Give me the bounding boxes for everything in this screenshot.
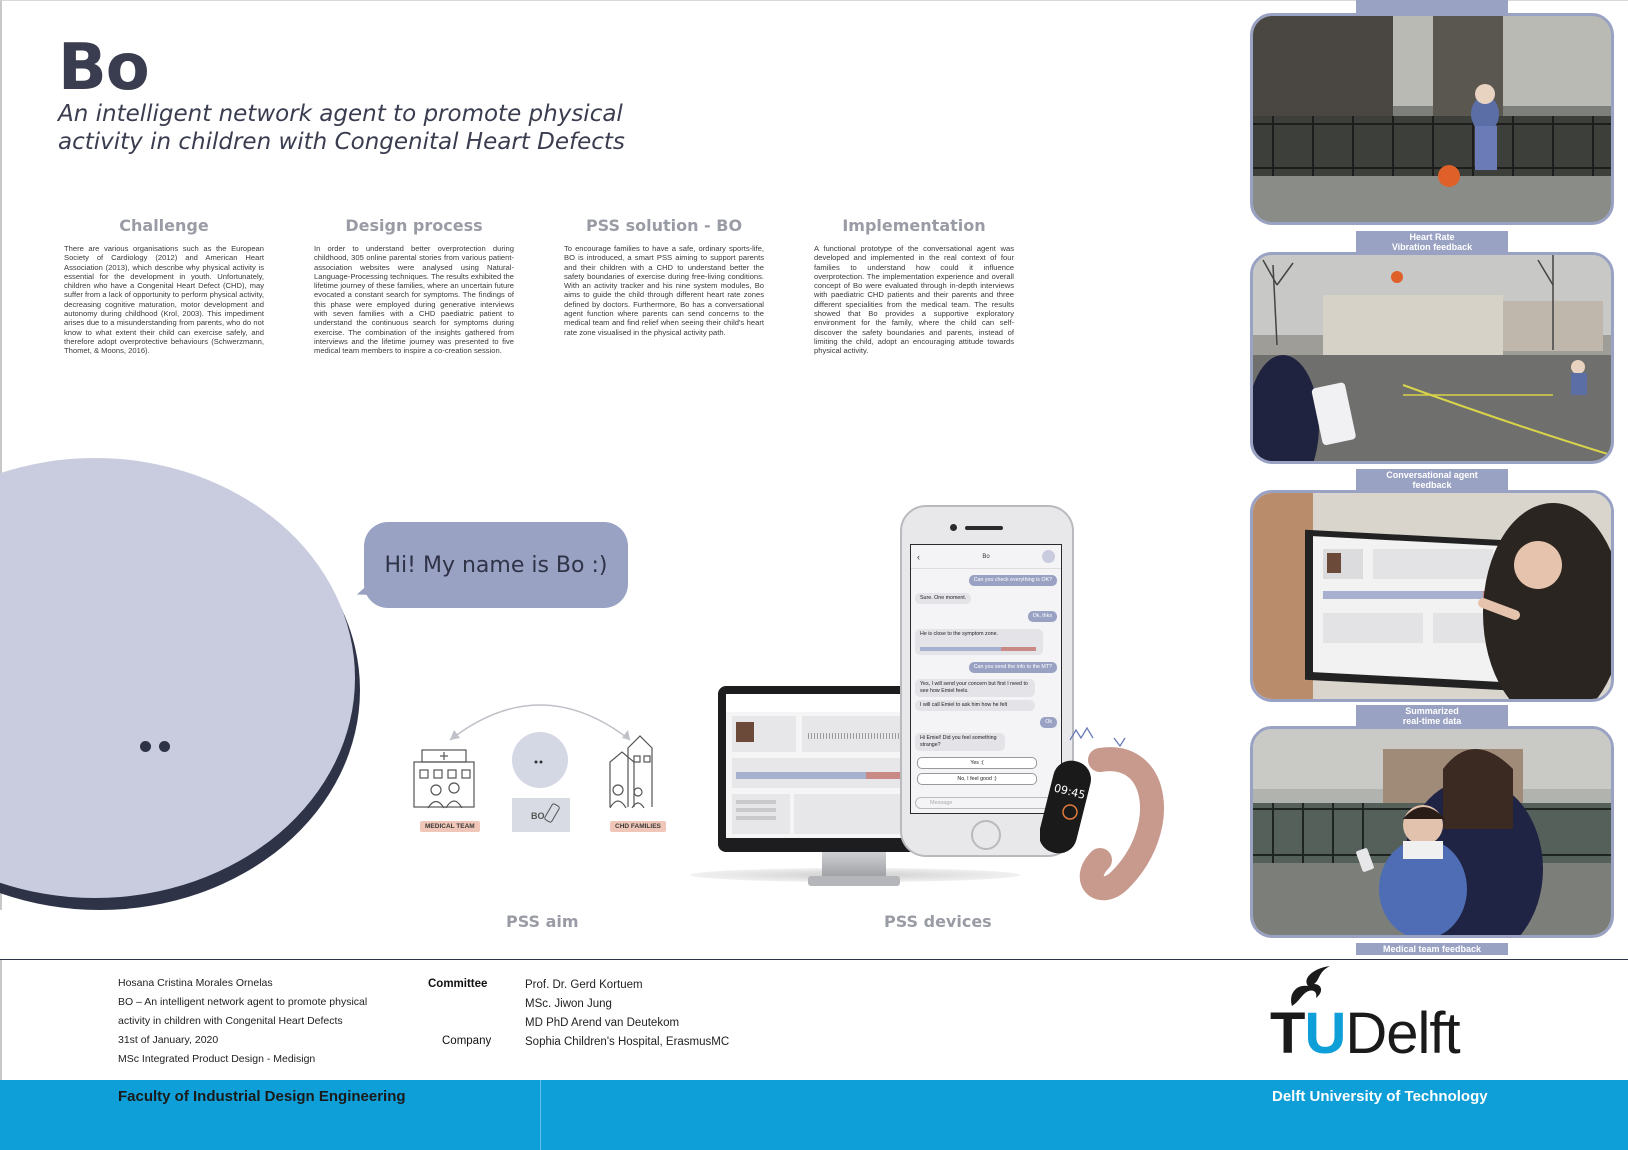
watch-time: 09:45 — [1052, 781, 1087, 802]
circle-mask — [0, 910, 400, 960]
chat-message: Ok, thks — [1028, 611, 1057, 622]
phone-camera — [950, 524, 957, 531]
column-heading: Challenge — [119, 216, 209, 235]
column-heading: Implementation — [842, 216, 986, 235]
bo-eye-right — [159, 741, 170, 752]
chat-reply-no-button[interactable]: No, I feel good :) — [917, 773, 1037, 785]
speech-bubble-text: Hi! My name is Bo :) — [384, 552, 608, 578]
committee-member: MSc. Jiwon Jung — [525, 998, 612, 1010]
committee-list — [525, 976, 679, 1033]
photo-conversational-agent — [1250, 252, 1614, 464]
vibration-icon — [1114, 738, 1125, 746]
logo-u: U — [1304, 1001, 1346, 1066]
chat-reply-yes-button[interactable]: Yes :( — [917, 757, 1037, 769]
bo-eye-left — [140, 741, 151, 752]
photo-medical-team — [1250, 726, 1614, 938]
pss-devices-label: PSS devices — [884, 912, 992, 931]
column-pss-solution — [564, 216, 764, 337]
thesis-title-line-2: activity in children with Congenital Heart Defects — [118, 1015, 343, 1027]
phone-speaker — [965, 526, 1003, 530]
chat-title: Bo — [982, 554, 990, 560]
university-name: Delft University of Technology — [1272, 1088, 1488, 1105]
column-body: There are various organisations such as the European Society of Cardiology (2012) and American Heart Association (2013), which describe why physical activity is essential for the development in youth. Unfortunately, children who have a Congenital Heart Defect (CHD), may suffer from a lack of opportunity to perform physical activity, decreasing cognitive maturation, motor development and autonomy during childhood (Krol, 2003). This impediment arises due to a misunderstanding from parents, who do not know to what extent their child can exercise safely, and therefore adopt overprotective behaviours (Schwerzmann, Thomet, & Moons, 2016). — [64, 244, 264, 356]
column-body: To encourage families to have a safe, ordinary sports-life, BO is introduced, a smart PSS aiming to support parents and their children with a CHD to understand better the safety boundaries of exercise during free-living conditions. With an activity tracker and his nine system modules, Bo aims to guide the child through different heart rate zones defined by doctors. Furthermore, Bo has a conversational agent function where parents can send concerns to the medical team and find relief when seeing their child's heart rate zone visualised in the physical activity path. — [564, 244, 764, 337]
column-challenge — [64, 216, 264, 356]
thesis-title-line-1: BO – An intelligent network agent to promote physical — [118, 996, 368, 1008]
monitor-base — [808, 876, 900, 886]
committee-label: Committee — [428, 978, 488, 990]
caption-line: Conversational agent — [1386, 470, 1478, 480]
author-info — [118, 974, 367, 1069]
subtitle-line-1: An intelligent network agent to promote physical — [58, 101, 623, 127]
chat-message: Yes, I will send your concern but first I need to see how Emiel feels. — [915, 679, 1035, 697]
tu-delft-logo — [1270, 1001, 1460, 1066]
bo-ball-icon — [512, 732, 568, 788]
bo-ball-eye — [540, 761, 543, 764]
subtitle-line-2: activity in children with Congenital Heart Defects — [58, 129, 625, 155]
footer-bar-divider — [540, 1080, 541, 1150]
chat-avatar[interactable] — [1042, 550, 1055, 563]
logo-delft: Delft — [1345, 1001, 1460, 1066]
bo-tag: BO — [531, 811, 545, 821]
chd-families-tag: CHD FAMILIES — [610, 821, 666, 832]
dashboard-ui — [726, 694, 922, 838]
chat-message: Ok — [1040, 717, 1057, 728]
bo-character — [0, 458, 355, 898]
chat-message: Sure. One moment. — [915, 593, 971, 604]
houses-icon — [610, 736, 652, 808]
chat-message: Can you check everything is OK? — [969, 575, 1057, 586]
watch-body — [1040, 757, 1095, 857]
caption-line: real-time data — [1402, 716, 1462, 726]
medical-team-tag: MEDICAL TEAM — [420, 821, 480, 832]
photo-caption-medical-team — [1356, 943, 1508, 955]
monitor-stand — [822, 852, 886, 878]
hospital-icon — [414, 750, 474, 808]
photo-heart-rate — [1250, 13, 1614, 225]
bo-eyes — [140, 741, 170, 752]
arrow-head-left — [450, 730, 460, 740]
chat-message — [915, 629, 1043, 655]
faculty-name: Faculty of Industrial Design Engineering — [118, 1088, 406, 1105]
heart-rate-bar — [920, 647, 1036, 651]
phone-home-button — [971, 820, 1001, 850]
speech-bubble — [364, 522, 628, 608]
photo-playground-ball — [1253, 16, 1611, 222]
photo-summarized-data — [1250, 490, 1614, 702]
photo-caption-summarized-data — [1356, 705, 1508, 727]
bo-ball-eye — [535, 761, 538, 764]
chat-message-text: He is close to the symptom zone. — [920, 631, 999, 637]
photo-caption-heart-rate — [1356, 231, 1508, 253]
chat-message: Can you send the info to the MT? — [969, 662, 1057, 673]
watch-strap — [1092, 759, 1152, 888]
column-design-process — [314, 216, 514, 356]
caption-line: Summarized — [1405, 706, 1459, 716]
author-name: Hosana Cristina Morales Ornelas — [118, 977, 273, 989]
caption-line: Vibration feedback — [1391, 242, 1473, 252]
caption-line: Medical team feedback — [1382, 944, 1482, 954]
thesis-date: 31st of January, 2020 — [118, 1034, 219, 1046]
chat-message: Hi Emiel! Did you feel something strange? — [915, 733, 1005, 751]
activity-tracker — [1040, 720, 1170, 910]
chat-message-input[interactable]: Message — [915, 797, 1057, 809]
caption-line: Heart Rate — [1409, 232, 1455, 242]
photo-caption-conversational-agent — [1356, 469, 1508, 491]
column-heading: Design process — [345, 216, 483, 235]
photo-mother-child — [1253, 729, 1611, 935]
committee-member: Prof. Dr. Gerd Kortuem — [525, 979, 643, 991]
photo-column-cap — [1356, 0, 1508, 14]
committee-member: MD PhD Arend van Deutekom — [525, 1017, 680, 1029]
logo-t: T — [1270, 1001, 1305, 1066]
column-body: A functional prototype of the conversational agent was developed and implemented in the real context of four families to understand how could it influence overprotection. The implementation experience and overall concept of Bo were evaluated through in-depth interviews with paediatric CHD patients and their parents and three different specialities from the medical team. The results showed that Bo provides a supportive exploratory environment for the family, where the child can self-discover the safety boundaries and parents, instead of limiting the child, adopt an encouraging attitude towards physical activity. — [814, 244, 1014, 356]
column-heading: PSS solution - BO — [585, 216, 743, 235]
desktop-monitor — [718, 686, 930, 852]
company-label: Company — [442, 1035, 492, 1047]
photo-tablet-dashboard — [1253, 493, 1611, 699]
poster-subtitle — [58, 100, 698, 156]
column-body: In order to understand better overprotection during childhood, 305 online parental stories from various patient-association websites were analysed using Natural-Language-Processing techniques. The results exhibited the lifetime journey of these families, where an uncertain future evocated a constant search for symptoms. The findings of this phase were employed during generative interviews with seven families with a CHD paediatric patient to understand the continuous search for symptoms during exercise. The combination of the insights gathered from interviews and the lifetime journey was presented to five medical team members to inspire a co-creation session. — [314, 244, 514, 356]
company-name: Sophia Children's Hospital, ErasmusMC — [525, 1036, 730, 1048]
thesis-program: MSc Integrated Product Design - Medisign — [118, 1053, 316, 1065]
poster-title: Bo — [58, 31, 149, 105]
caption-line: feedback — [1412, 480, 1452, 490]
column-implementation — [814, 216, 1014, 356]
pss-aim-label: PSS aim — [506, 912, 579, 931]
chat-header — [911, 545, 1061, 569]
vibration-icon — [1070, 728, 1093, 740]
chat-back-icon[interactable]: ‹ — [917, 552, 920, 562]
footer-divider — [0, 959, 1628, 960]
chat-message: I will call Emiel to ask him how he felt — [915, 700, 1035, 711]
dashboard-screen — [726, 694, 922, 838]
photo-park-phone — [1253, 255, 1611, 461]
